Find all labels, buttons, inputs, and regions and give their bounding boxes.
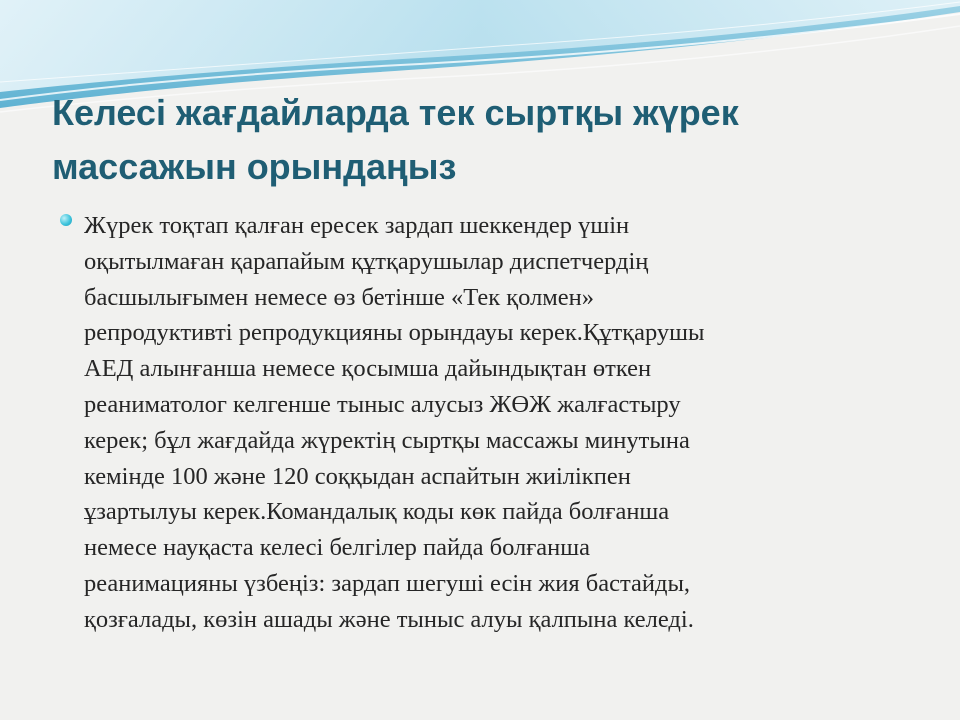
bullet-icon (60, 214, 72, 226)
slide-title: Келесі жағдайларда тек сыртқы жүрек массажын орындаңыз (52, 92, 739, 187)
bullet-list (60, 208, 920, 638)
bullet-text: Жүрек тоқтап қалған ересек зардап шеккендер үшін оқытылмаған қарапайым құтқарушылар диспетчердің басшылығымен немесе өз бетінше «Тек қолмен» репродуктивті репродукцияны орындауы керек.Құтқарушы АЕД алынғанша немесе қосымша дайындықтан өткен реаниматолог келгенше тыныс алусыз ЖӨЖ жалғастыру керек; бұл жағдайда жүректің сыртқы массажы минутына кемінде 100 және 120 соққыдан аспайтын жиілікпен ұзартылуы керек.Командалық коды көк пайда болғанша немесе науқаста келесі белгілер пайда болғанша реанимацияны үзбеңіз: зардап шегуші есін жия бастайды, қозғалады, көзін ашады және тыныс алуы қалпына келеді. (84, 212, 705, 633)
bullet-item (60, 208, 920, 638)
